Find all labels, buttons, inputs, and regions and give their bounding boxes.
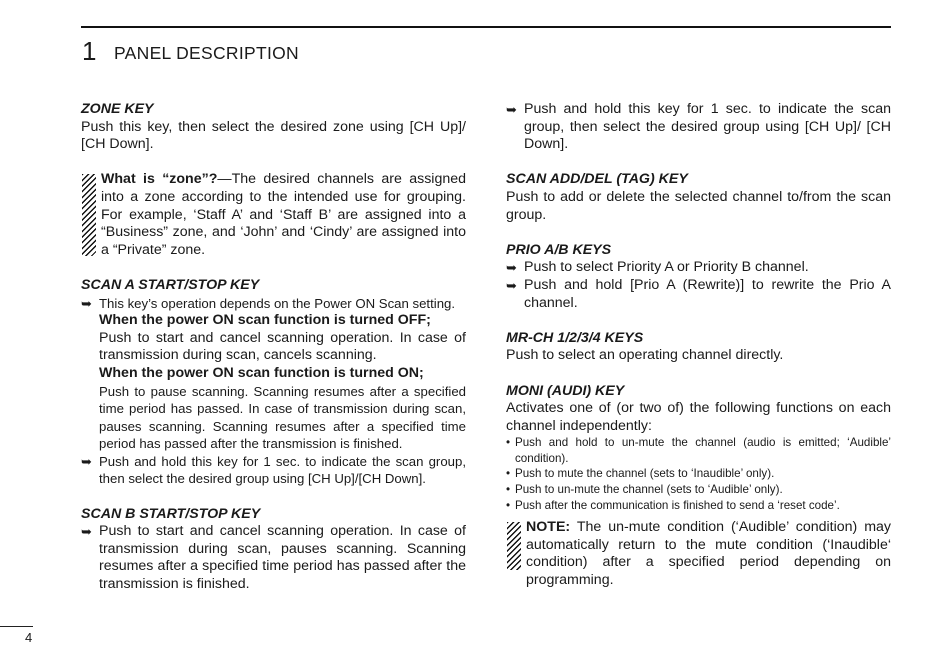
scan-a-on-label: When the power ON scan function is turned ON; [99,364,424,381]
scan-a-off-label: When the power ON scan function is turned OFF; [99,312,431,329]
scan-a-item-1: ➥ This key’s operation depends on the Power ON Scan setting. [81,295,456,311]
moni-bullet-1: • Push and hold to un-mute the channel (audio is emitted; ‘Audible’ condition). [506,436,891,465]
chapter-title: PANEL DESCRIPTION [114,43,299,63]
arrow-icon: ➥ [506,102,517,117]
moni-body: Activates one of (or two of) the following functions on each channel independently: [506,400,891,434]
prio-item-2: ➥ Push and hold [Prio A (Rewrite)] to rewrite the Prio A channel. [506,276,891,311]
scan-b-item-1: ➥ Push to start and cancel scanning operation. In case of transmission during scan, pauses scanning. Scanning resumes after a specified time period has passed after the transmission is finished. [81,523,466,593]
moni-bullet-2: • Push to mute the channel (sets to ‘Inaudible’ only). [506,467,775,481]
scan-add-del-body: Push to add or delete the selected channel to/from the scan group. [506,188,891,223]
scan-b-item-2: ➥ Push and hold this key for 1 sec. to indicate the scan group, then select the desired group using [CH Up]/ [CH Down]. [506,101,891,153]
scan-a-item-2: ➥ Push and hold this key for 1 sec. to indicate the scan group, then select the desired group using [CH Up]/[CH Down]. [81,453,466,487]
scan-add-del-heading: SCAN ADD/DEL (TAG) KEY [506,171,688,188]
right-column [506,101,891,590]
zone-note [81,171,466,259]
page-number: 4 [25,630,33,645]
moni-heading: MONI (AUDI) KEY [506,382,625,399]
bullet-icon: • [506,483,511,497]
moni-bullet-4: • Push after the communication is finished to send a ‘reset code’. [506,498,840,512]
top-rule [81,26,891,28]
moni-note-text: The un-mute condition (‘Audible’ condition) may automatically return to the mute condition (‘Inaudible‘ condition) after a specified period depending on programming. [526,519,891,589]
arrow-icon: ➥ [506,277,517,293]
note-hatch-icon [82,174,96,256]
arrow-icon: ➥ [81,295,92,311]
scan-a-on-text: Push to pause scanning. Scanning resumes after a specified time period has passed. In case of transmission during scan, pauses scanning. Scanning resumes after a specified time period has passed after the transmission is finished. [99,383,466,452]
zone-key-body: Push this key, then select the desired zone using [CH Up]/ [CH Down]. [81,118,466,153]
moni-bullet-3: • Push to un-mute the channel (sets to ‘Audible’ only). [506,483,783,497]
prio-item-1: ➥ Push to select Priority A or Priority B channel. [506,259,809,276]
arrow-icon: ➥ [81,524,92,540]
scan-a-heading: SCAN A START/STOP KEY [81,276,260,293]
mrch-body: Push to select an operating channel directly. [506,347,784,364]
zone-note-label: What is “zone”? [101,171,218,188]
scan-a-off-text: Push to start and cancel scanning operation. In case of transmission during scan, cancels scanning. [99,329,466,364]
prio-heading: PRIO A/B KEYS [506,241,612,258]
moni-note [506,519,891,589]
bullet-icon: • [506,436,511,450]
scan-b-heading: SCAN B START/STOP KEY [81,505,261,522]
page-number-rule [0,626,33,627]
arrow-icon: ➥ [506,260,517,276]
arrow-icon: ➥ [81,453,92,469]
zone-note-text: —The desired channels are assigned into a zone according to the intended use for grouping. For example, ‘Staff A’ and ‘Staff B’ are assigned into a “Business” zone, and ‘John’ and ‘Cindy’ are assigned into a “Private” zone. [101,171,467,258]
left-column [81,101,466,594]
zone-key-heading: ZONE KEY [81,101,154,117]
chapter-number: 1 [82,36,97,66]
note-hatch-icon [507,522,521,570]
moni-note-label: NOTE: [526,519,571,536]
bullet-icon: • [506,467,511,481]
bullet-icon: • [506,498,511,512]
mrch-heading: MR-CH 1/2/3/4 KEYS [506,329,644,346]
